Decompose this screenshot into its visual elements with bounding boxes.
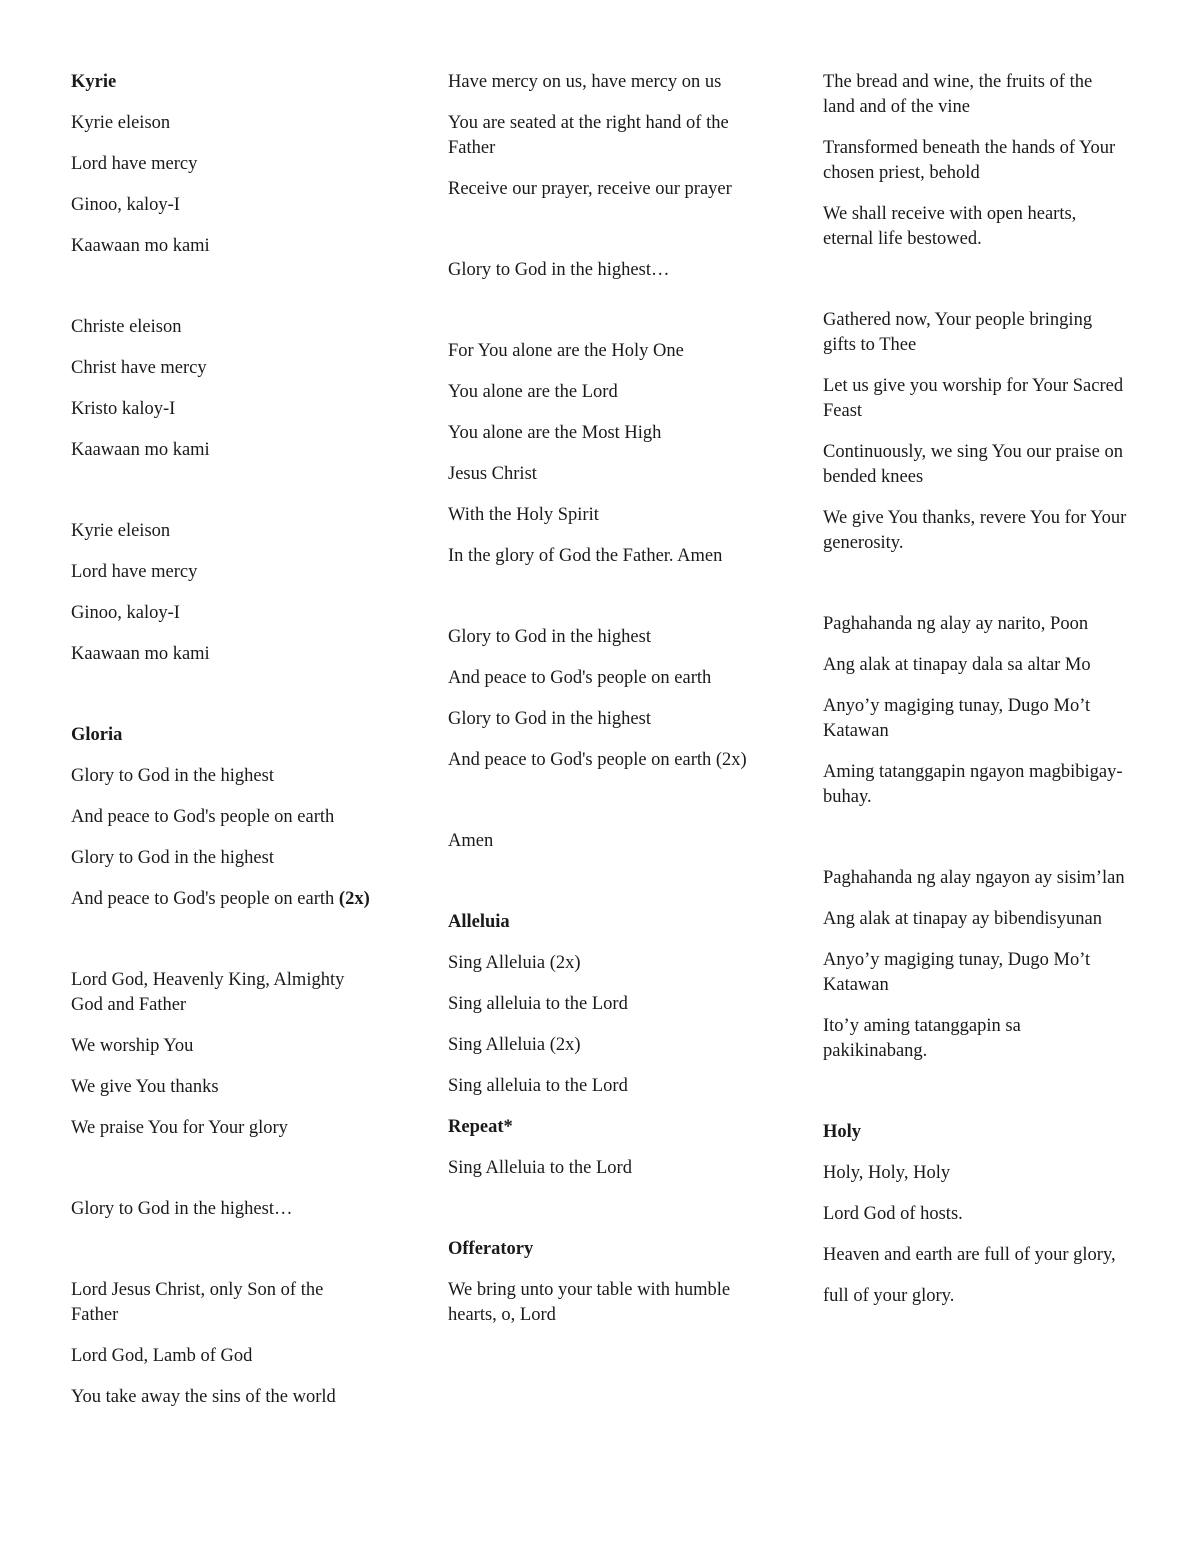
lyric-text: Heaven and earth are full of your glory, [823, 1245, 1116, 1265]
lyric-text: Glory to God in the highest… [448, 260, 670, 280]
stanza-gap [71, 1157, 371, 1197]
lyric-text: Lord God of hosts. [823, 1204, 963, 1224]
lyric-text: Sing alleluia to the Lord [448, 994, 628, 1014]
lyrics-column-2 [448, 70, 748, 1344]
lyric-line [448, 951, 748, 976]
lyric-text: Glory to God in the highest… [71, 1199, 293, 1219]
lyric-text: Christ have mercy [71, 358, 207, 378]
lyric-text: Kyrie eleison [71, 113, 171, 133]
lyric-line [448, 1074, 748, 1099]
lyric-text: full of your glory. [823, 1286, 955, 1306]
lyric-text: Lord God, Heavenly King, Almighty God and Father [71, 970, 345, 1015]
lyric-text: Let us give you worship for Your Sacred Feast [823, 376, 1124, 421]
section-heading [71, 723, 371, 748]
lyric-line [71, 356, 371, 381]
stanza-gap [448, 218, 748, 258]
lyric-line [71, 438, 371, 463]
lyric-line [823, 374, 1128, 424]
lyric-line [71, 1344, 371, 1369]
lyric-line [448, 1278, 748, 1328]
lyric-line [823, 308, 1128, 358]
lyric-line [448, 177, 748, 202]
lyric-text: Sing Alleluia (2x) [448, 953, 581, 973]
lyric-text: Sing Alleluia to the Lord [448, 1158, 632, 1178]
repeat-marker: (2x) [334, 889, 370, 909]
lyric-text: And peace to God's people on earth [71, 807, 335, 827]
lyric-text: We bring unto your table with humble hearts, o, Lord [448, 1280, 731, 1325]
lyric-line [448, 707, 748, 732]
lyric-line [823, 948, 1128, 998]
lyric-text: Sing alleluia to the Lord [448, 1076, 628, 1096]
stanza-gap [71, 479, 371, 519]
lyric-text: Kristo kaloy-I [71, 399, 176, 419]
lyric-text: We give You thanks [71, 1077, 219, 1097]
lyric-line [448, 339, 748, 364]
lyric-line [71, 764, 371, 789]
lyric-text: And peace to God's people on earth (2x) [448, 750, 747, 770]
lyric-line [71, 968, 371, 1018]
lyric-line [71, 805, 371, 830]
lyric-text: We give You thanks, revere You for Your generosity. [823, 508, 1127, 553]
lyric-text: Ang alak at tinapay ay bibendisyunan [823, 909, 1102, 929]
stanza-gap [823, 826, 1128, 866]
heading-text: Gloria [71, 725, 123, 745]
lyric-text: We shall receive with open hearts, eternal life bestowed. [823, 204, 1077, 249]
lyric-text: In the glory of God the Father. Amen [448, 546, 723, 566]
lyric-line [823, 653, 1128, 678]
lyric-text: We worship You [71, 1036, 194, 1056]
lyric-text: Ginoo, kaloy-I [71, 195, 180, 215]
lyric-text: Kaawaan mo kami [71, 644, 210, 664]
lyric-line [448, 421, 748, 446]
lyric-text: Holy, Holy, Holy [823, 1163, 951, 1183]
heading-text: Kyrie [71, 72, 117, 92]
lyric-text: Anyo’y magiging tunay, Dugo Mo’t Katawan [823, 696, 1091, 741]
lyric-text: You alone are the Most High [448, 423, 662, 443]
section-heading [448, 910, 748, 935]
lyric-text: Ang alak at tinapay dala sa altar Mo [823, 655, 1091, 675]
lyric-text: Receive our prayer, receive our prayer [448, 179, 732, 199]
lyric-line [71, 519, 371, 544]
stanza-gap [823, 572, 1128, 612]
lyric-text: Amen [448, 831, 494, 851]
lyric-text: Transformed beneath the hands of Your chosen priest, behold [823, 138, 1116, 183]
lyric-line [448, 748, 748, 773]
lyric-line [448, 666, 748, 691]
stanza-gap [71, 275, 371, 315]
lyric-line [448, 829, 748, 854]
lyric-text: You take away the sins of the world [71, 1387, 336, 1407]
lyric-text: The bread and wine, the fruits of the land and of the vine [823, 72, 1093, 117]
lyric-text: Lord God, Lamb of God [71, 1346, 253, 1366]
lyric-line [448, 992, 748, 1017]
lyric-line [448, 1033, 748, 1058]
lyric-line [823, 136, 1128, 186]
lyric-text: With the Holy Spirit [448, 505, 599, 525]
lyric-line [71, 1034, 371, 1059]
heading-text: Repeat* [448, 1117, 513, 1137]
lyric-text: Glory to God in the highest [71, 766, 274, 786]
stanza-gap [448, 870, 748, 910]
lyric-line [71, 1197, 371, 1222]
lyric-line [823, 907, 1128, 932]
stanza-gap [448, 1197, 748, 1237]
lyric-line [823, 70, 1128, 120]
lyric-text: Ito’y aming tatanggapin sa pakikinabang. [823, 1016, 1021, 1061]
lyric-text: Lord have mercy [71, 154, 198, 174]
lyric-text: Kaawaan mo kami [71, 236, 210, 256]
lyric-line [448, 544, 748, 569]
heading-text: Alleluia [448, 912, 510, 932]
stanza-gap [71, 1238, 371, 1278]
lyric-text: Paghahanda ng alay ay narito, Poon [823, 614, 1089, 634]
lyric-line [71, 315, 371, 340]
lyric-line [71, 887, 371, 912]
lyric-line [448, 462, 748, 487]
section-heading [71, 70, 371, 95]
lyric-text: Ginoo, kaloy-I [71, 603, 180, 623]
lyric-line [823, 694, 1128, 744]
lyric-line [823, 866, 1128, 891]
stanza-gap [823, 268, 1128, 308]
stanza-gap [71, 683, 371, 723]
lyric-line [448, 1156, 748, 1181]
lyric-text: Sing Alleluia (2x) [448, 1035, 581, 1055]
section-heading [448, 1237, 748, 1262]
heading-text: Offeratory [448, 1239, 534, 1259]
section-heading [448, 1115, 748, 1140]
lyric-text: Gathered now, Your people bringing gifts to Thee [823, 310, 1093, 355]
heading-text: Holy [823, 1122, 862, 1142]
lyric-text: Glory to God in the highest [448, 627, 651, 647]
lyric-line [71, 193, 371, 218]
lyric-line [71, 111, 371, 136]
lyric-text: We praise You for Your glory [71, 1118, 288, 1138]
lyric-line [71, 1075, 371, 1100]
lyric-line [823, 1161, 1128, 1186]
stanza-gap [823, 1080, 1128, 1120]
lyric-line [71, 397, 371, 422]
lyric-line [448, 111, 748, 161]
lyric-text: Glory to God in the highest [71, 848, 274, 868]
lyric-text: You alone are the Lord [448, 382, 618, 402]
lyric-line [71, 1385, 371, 1410]
section-heading [823, 1120, 1128, 1145]
lyric-text: Continuously, we sing You our praise on bended knees [823, 442, 1123, 487]
lyric-text: And peace to God's people on earth [448, 668, 712, 688]
lyric-line [448, 625, 748, 650]
lyric-text: Paghahanda ng alay ngayon ay sisim’lan [823, 868, 1125, 888]
lyric-line [823, 440, 1128, 490]
lyric-line [448, 380, 748, 405]
lyric-line [71, 1278, 371, 1328]
lyric-line [823, 1202, 1128, 1227]
lyric-line [823, 202, 1128, 252]
lyric-line [823, 612, 1128, 637]
lyric-text: Jesus Christ [448, 464, 537, 484]
lyric-text: Aming tatanggapin ngayon magbibigay-buhay. [823, 762, 1123, 807]
lyric-text: Kyrie eleison [71, 521, 171, 541]
lyric-text: Lord have mercy [71, 562, 198, 582]
lyric-line [823, 760, 1128, 810]
lyric-line [71, 601, 371, 626]
lyric-line [71, 560, 371, 585]
lyric-text: Christe eleison [71, 317, 182, 337]
lyric-line [823, 1284, 1128, 1309]
lyric-line [448, 258, 748, 283]
lyric-text: Lord Jesus Christ, only Son of the Father [71, 1280, 324, 1325]
lyric-text: Have mercy on us, have mercy on us [448, 72, 722, 92]
lyric-text: For You alone are the Holy One [448, 341, 684, 361]
lyric-line [71, 846, 371, 871]
lyric-line [448, 503, 748, 528]
lyric-text: Anyo’y magiging tunay, Dugo Mo’t Katawan [823, 950, 1091, 995]
lyric-text: Kaawaan mo kami [71, 440, 210, 460]
lyric-line [448, 70, 748, 95]
lyric-line [823, 1014, 1128, 1064]
lyric-line [71, 234, 371, 259]
lyric-line [71, 1116, 371, 1141]
stanza-gap [448, 789, 748, 829]
lyrics-column-3 [823, 70, 1128, 1325]
lyric-text: And peace to God's people on earth [71, 889, 335, 909]
lyric-text: You are seated at the right hand of the Father [448, 113, 729, 158]
lyric-line [71, 152, 371, 177]
lyric-line [71, 642, 371, 667]
lyric-line [823, 1243, 1128, 1268]
stanza-gap [448, 299, 748, 339]
stanza-gap [448, 585, 748, 625]
lyrics-column-1 [71, 70, 371, 1426]
lyric-text: Glory to God in the highest [448, 709, 651, 729]
lyric-line [823, 506, 1128, 556]
stanza-gap [71, 928, 371, 968]
